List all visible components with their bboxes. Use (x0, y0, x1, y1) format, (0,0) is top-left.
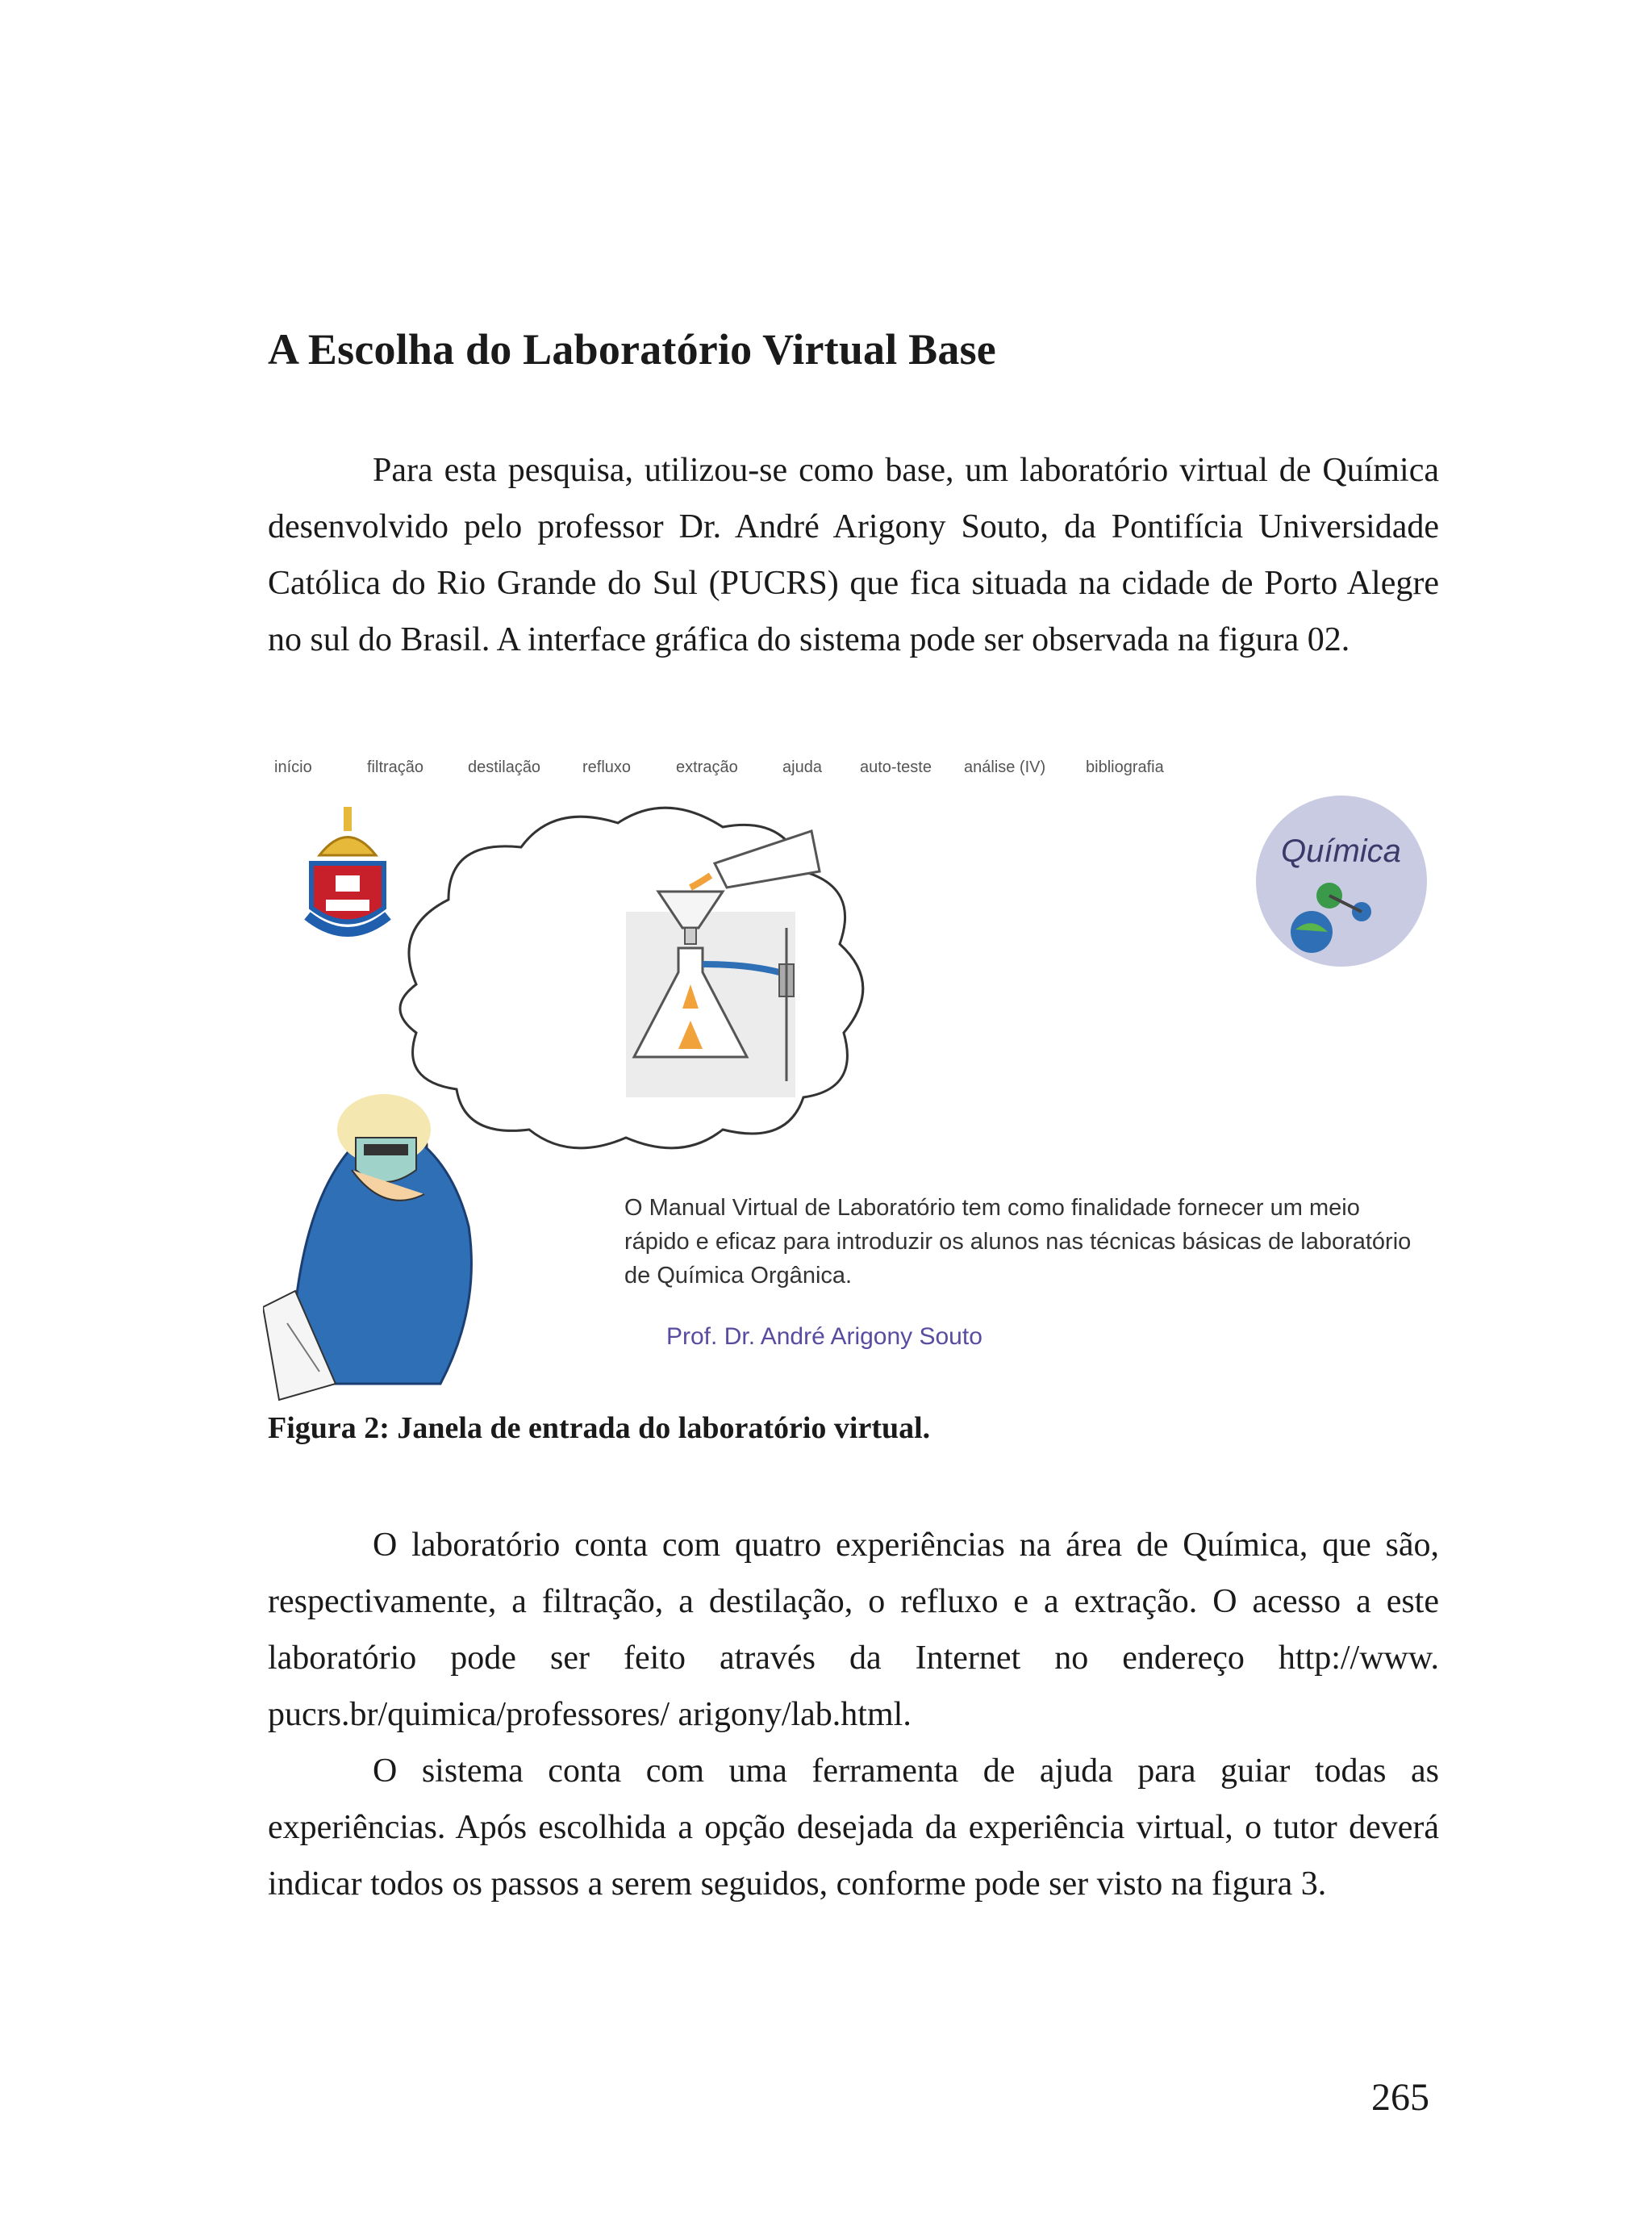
quimica-logo-icon (1256, 796, 1427, 967)
lab-description-text: O Manual Virtual de Laboratório tem como finalidade fornecer um meio rápido e eficaz para introduzir os alunos nas técnicas básicas de laboratório de Química Orgânica. (624, 1195, 1412, 1289)
section-heading: A Escolha do Laboratório Virtual Base (268, 325, 996, 374)
nav-item-ajuda: ajuda (782, 758, 822, 776)
lab-navigation-bar (274, 752, 1242, 784)
page-number: 265 (1371, 2076, 1429, 2119)
figure-lab-entry-window (263, 742, 1441, 1404)
pucrs-crest-icon (307, 807, 388, 932)
nav-item-analise: análise (IV) (964, 758, 1046, 776)
paragraph-experiments: O laboratório conta com quatro experiências na área de Química, que são, respectivamente, a filtração, a destilação, o refluxo e a extração. O acesso a este laboratório pode ser feito através da Internet no endereço http://www. pucrs.br/quimica/professores/ arigony/lab.html. (268, 1527, 1439, 1733)
lab-author-text: Prof. Dr. André Arigony Souto (666, 1323, 982, 1350)
nav-item-inicio: início (274, 758, 312, 776)
nav-item-refluxo: refluxo (582, 758, 632, 776)
nav-item-destilacao: destilação (468, 758, 541, 776)
nav-item-extracao: extração (676, 758, 738, 776)
nav-item-auto-teste: auto-teste (860, 758, 932, 776)
professor-character-icon (263, 1094, 471, 1400)
nav-item-filtracao: filtração (367, 758, 424, 776)
nav-item-bibliografia: bibliografia (1086, 758, 1164, 776)
svg-text:Química: Química (1281, 833, 1401, 869)
paragraph-intro: Para esta pesquisa, utilizou-se como base, um laboratório virtual de Química desenvolvido pelo professor Dr. André Arigony Souto, da Pontifícia Universidade Católica do Rio Grande do Sul (PUCRS) que fica situada na cidade de Porto Alegre no sul do Brasil. A interface gráfica do sistema pode ser observada na figura 02. (268, 452, 1439, 658)
figure-illustration (263, 742, 1441, 1404)
figure-caption: Figura 2: Janela de entrada do laboratório virtual. (268, 1411, 931, 1445)
paragraph-help-tool: O sistema conta com uma ferramenta de ajuda para guiar todas as experiências. Após escolhida a opção desejada da experiência virtual, o tutor deverá indicar todos os passos a serem seguidos, conforme pode ser visto na figura 3. (268, 1752, 1439, 1903)
